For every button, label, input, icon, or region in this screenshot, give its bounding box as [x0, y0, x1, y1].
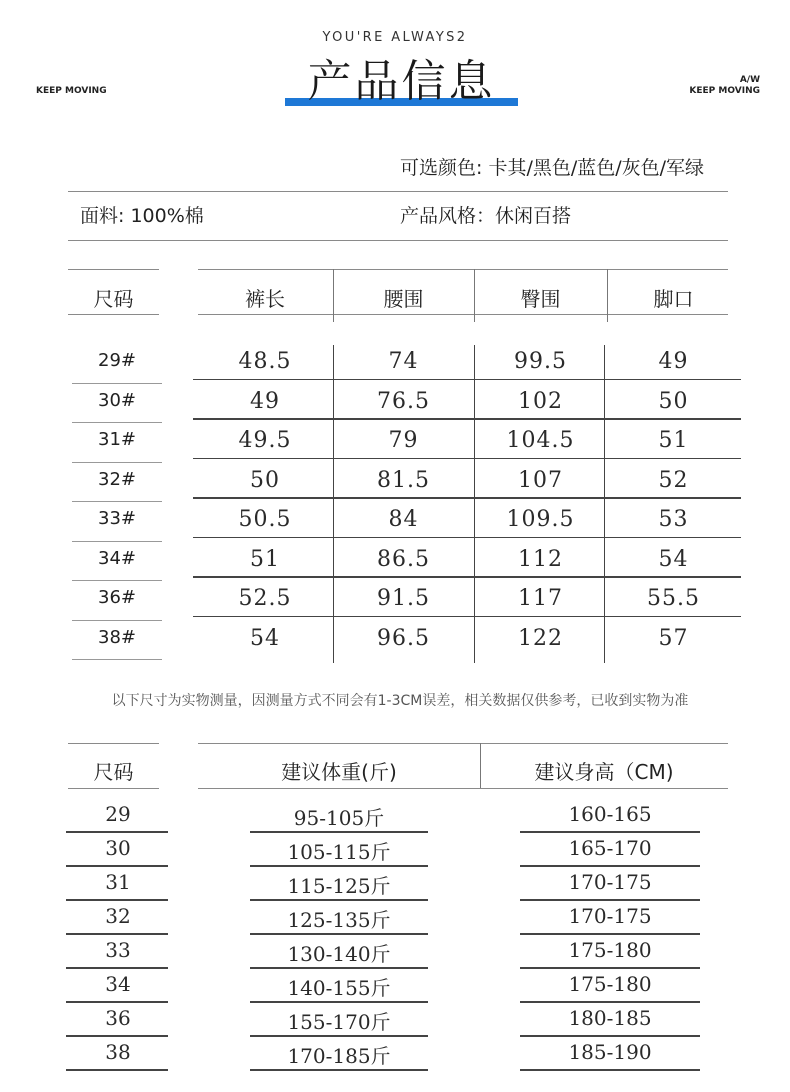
- measure-value: 117: [518, 586, 563, 611]
- fit-size-rule-top: [68, 743, 159, 744]
- measure-value: 50: [658, 388, 689, 414]
- measure-value: 109.5: [506, 507, 575, 532]
- fit-size-rule: [66, 1001, 168, 1003]
- page-title: 产品信息: [307, 56, 496, 107]
- fit-size-value: 30: [105, 836, 131, 860]
- measure-col-header: 腰围: [383, 287, 424, 311]
- measure-value: 55.5: [647, 586, 700, 611]
- measure-value: 49: [658, 349, 689, 374]
- weight-value: 95-105斤: [293, 806, 385, 830]
- size-row-rule: [72, 541, 162, 542]
- height-rule: [520, 967, 700, 969]
- size-label: 31#: [98, 429, 136, 450]
- fit-header-rule-top: [198, 743, 728, 744]
- measure-header-rule-bottom: [198, 314, 728, 315]
- measure-value: 81.5: [377, 467, 430, 493]
- measure-value: 74: [388, 349, 419, 374]
- weight-value: 130-140斤: [287, 942, 391, 966]
- fit-size-rule: [66, 865, 168, 867]
- height-rule: [520, 865, 700, 867]
- fit-size-value: 34: [105, 972, 131, 996]
- size-row-rule: [72, 422, 162, 423]
- measure-value: 86.5: [377, 546, 430, 572]
- measurement-note: 以下尺寸为实物测量，因测量方式不同会有1-3CM误差，相关数据仅供参考，已收到实物为准: [111, 693, 689, 709]
- measure-value: 122: [518, 625, 563, 651]
- size-header-rule-bottom: [68, 314, 159, 315]
- info-divider-bottom: [68, 240, 728, 241]
- size-row-rule: [72, 383, 162, 384]
- keep-moving-right: KEEP MOVING: [689, 86, 760, 96]
- measure-value: 50.5: [238, 507, 292, 532]
- measure-value: 96.5: [377, 625, 430, 651]
- value-row-rule: [193, 418, 741, 420]
- height-value: 170-175: [568, 870, 652, 894]
- measure-value: 112: [518, 546, 563, 572]
- weight-value: 115-125斤: [287, 874, 391, 898]
- measure-value: 107: [518, 467, 563, 493]
- weight-rule: [250, 967, 428, 969]
- weight-value: 125-135斤: [287, 908, 391, 932]
- fit-size-value: 29: [105, 802, 131, 826]
- keep-moving-left: KEEP MOVING: [36, 86, 107, 96]
- fit-size-rule-bottom: [68, 788, 159, 789]
- measure-value: 50: [250, 467, 280, 493]
- measure-value: 102: [518, 388, 563, 414]
- fit-size-rule: [66, 933, 168, 935]
- fit-size-rule: [66, 1069, 168, 1071]
- weight-rule: [250, 933, 428, 935]
- measure-value: 51: [250, 546, 280, 572]
- height-value: 160-165: [568, 802, 652, 826]
- height-value: 165-170: [568, 836, 652, 860]
- height-value: 180-185: [568, 1006, 652, 1030]
- size-col-header: 尺码: [93, 287, 134, 311]
- fit-size-rule: [66, 1035, 168, 1037]
- size-label: 36#: [98, 587, 136, 608]
- size-label: 38#: [98, 626, 136, 648]
- value-row-rule: [193, 576, 741, 578]
- weight-rule: [250, 1001, 428, 1003]
- size-header-rule-top: [68, 269, 159, 270]
- height-rule: [520, 899, 700, 901]
- value-row-rule: [193, 616, 741, 618]
- value-row-rule: [193, 537, 741, 539]
- size-label: 30#: [98, 389, 136, 411]
- measure-value: 49.5: [238, 428, 292, 453]
- measure-value: 76.5: [377, 388, 430, 414]
- fit-size-value: 38: [105, 1040, 131, 1064]
- measure-value: 49: [250, 388, 280, 414]
- height-header: 建议身高（CM): [534, 760, 674, 784]
- available-colors: 可选颜色: 卡其/黑色/蓝色/灰色/军绿: [400, 157, 705, 179]
- fit-size-value: 36: [105, 1006, 131, 1030]
- style-info: 产品风格：休闲百搭: [400, 205, 572, 227]
- measure-value: 84: [388, 507, 419, 532]
- height-value: 170-175: [568, 904, 652, 928]
- size-label: 33#: [98, 508, 136, 529]
- measure-value: 52: [658, 467, 689, 493]
- measure-value: 104.5: [506, 428, 575, 453]
- measure-value: 99.5: [514, 349, 567, 374]
- weight-rule: [250, 831, 428, 833]
- fit-size-rule: [66, 967, 168, 969]
- height-rule: [520, 1069, 700, 1071]
- info-divider-top: [68, 191, 728, 192]
- height-rule: [520, 1001, 700, 1003]
- measure-value: 79: [388, 428, 419, 453]
- tagline: YOU'RE ALWAYS2: [322, 30, 468, 45]
- fit-size-value: 33: [105, 938, 131, 962]
- height-value: 175-180: [568, 938, 652, 962]
- fit-size-value: 32: [105, 904, 131, 928]
- value-row-rule: [193, 379, 741, 381]
- fit-size-value: 31: [105, 870, 131, 894]
- fit-header-rule-bottom: [198, 788, 728, 789]
- measure-col-header: 臀围: [520, 287, 561, 311]
- measure-value: 52.5: [238, 586, 292, 611]
- measure-value: 48.5: [238, 349, 292, 374]
- weight-rule: [250, 865, 428, 867]
- size-row-rule: [72, 501, 162, 502]
- weight-header: 建议体重(斤): [281, 760, 397, 784]
- fit-size-rule: [66, 831, 168, 833]
- weight-value: 170-185斤: [287, 1044, 391, 1068]
- size-row-rule: [72, 462, 162, 463]
- value-row-rule: [193, 458, 741, 460]
- fabric-info: 面料: 100%棉: [80, 205, 204, 227]
- size-label: 29#: [98, 350, 136, 371]
- height-value: 175-180: [568, 972, 652, 996]
- fit-size-header: 尺码: [93, 760, 134, 784]
- weight-rule: [250, 899, 428, 901]
- weight-value: 140-155斤: [287, 976, 391, 1000]
- measure-value: 51: [658, 428, 689, 453]
- measure-col-header: 脚口: [653, 287, 694, 311]
- measure-header-rule-top: [198, 269, 728, 270]
- fit-size-rule: [66, 899, 168, 901]
- weight-rule: [250, 1069, 428, 1071]
- size-row-rule: [72, 580, 162, 581]
- weight-value: 155-170斤: [287, 1010, 391, 1034]
- weight-value: 105-115斤: [287, 840, 391, 864]
- height-rule: [520, 831, 700, 833]
- measure-value: 57: [658, 625, 689, 651]
- value-row-rule: [193, 497, 741, 499]
- height-rule: [520, 933, 700, 935]
- size-label: 34#: [98, 547, 136, 569]
- size-row-rule: [72, 659, 162, 660]
- measure-col-header: 裤长: [245, 287, 285, 311]
- measure-value: 53: [658, 507, 689, 532]
- height-value: 185-190: [568, 1040, 652, 1064]
- measure-value: 91.5: [377, 586, 430, 611]
- size-row-rule: [72, 620, 162, 621]
- measure-value: 54: [658, 546, 689, 572]
- height-rule: [520, 1035, 700, 1037]
- weight-rule: [250, 1035, 428, 1037]
- size-label: 32#: [98, 468, 136, 490]
- aw-tag: A/W: [739, 75, 760, 85]
- measure-value: 54: [250, 625, 280, 651]
